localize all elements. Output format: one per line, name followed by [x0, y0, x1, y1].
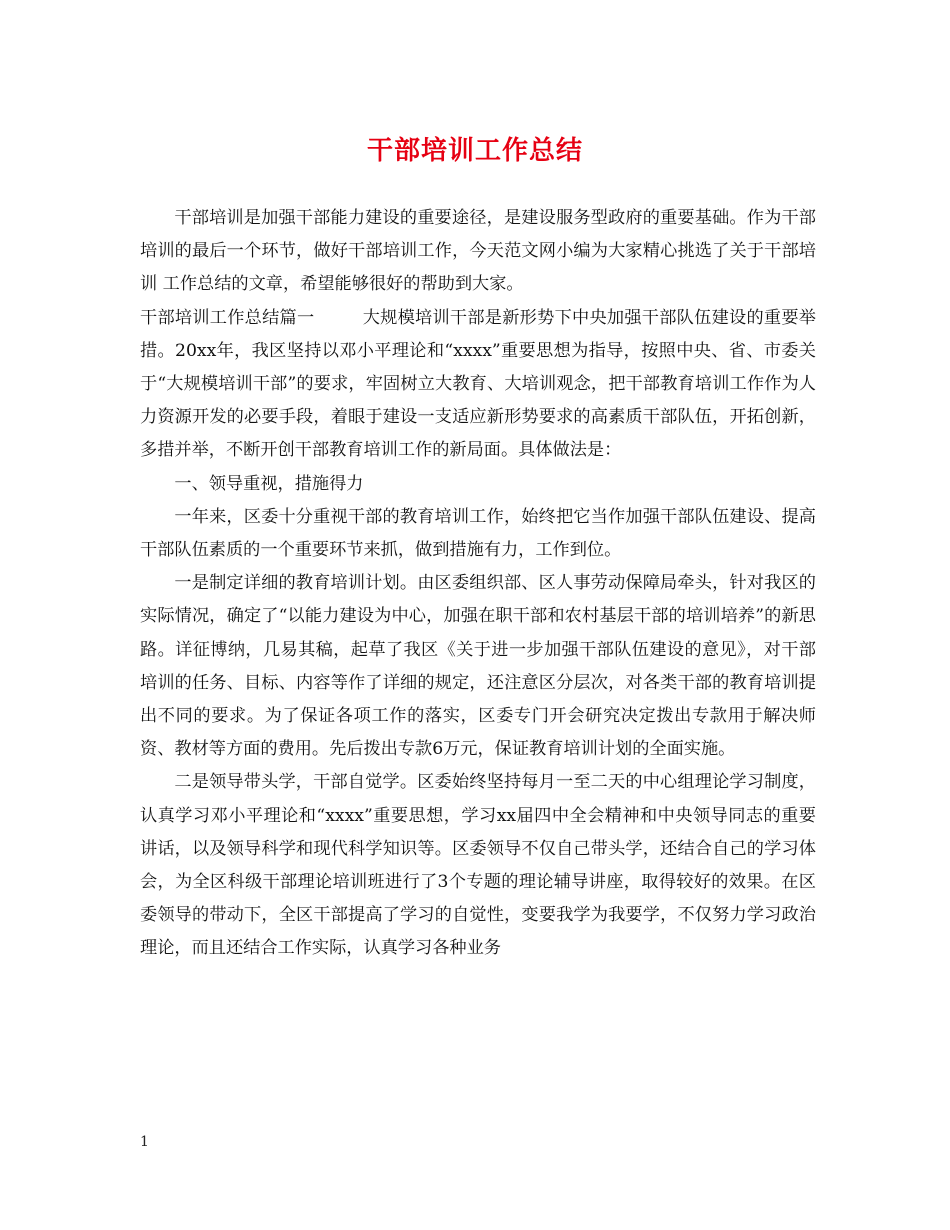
document-body	[140, 202, 816, 966]
section-heading: 干部培训工作总结篇一	[140, 307, 315, 328]
section-intro-text: 大规模培训干部是新形势下中央加强干部队伍建设的重要举措。20xx年，我区坚持以邓小平理论和“xxxx”重要思想为指导，按照中央、省、市委关于“大规模培训干部”的要求，牢固树立大教育、大培训观念，把干部教育培训工作作为人力资源开发的必要手段，着眼于建设一支适应新形势要求的高素质干部队伍，开拓创新，多措并举，不断开创干部教育培训工作的新局面。具体做法是：	[140, 307, 816, 461]
intro-paragraph: 干部培训是加强干部能力建设的重要途径，是建设服务型政府的重要基础。作为干部培训的最后一个环节，做好干部培训工作，今天范文网小编为大家精心挑选了关于干部培训 工作总结的文章，希望能够很好的帮助到大家。	[140, 208, 816, 295]
document-title: 干部培训工作总结	[366, 136, 583, 166]
page-number: 1	[140, 1134, 149, 1150]
body-paragraph: 二是领导带头学，干部自觉学。区委始终坚持每月一至二天的中心组理论学习制度，认真学习邓小平理论和“xxxx”重要思想，学习xx届四中全会精神和中央领导同志的重要讲话，以及领导科学和现代科学知识等。区委领导不仅自己带头学，还结合自己的学习体会，为全区科级干部理论培训班进行了3个专题的理论辅导讲座，取得较好的效果。在区委领导的带动下，全区干部提高了学习的自觉性，变要我学为我要学，不仅努力学习政治理论，而且还结合工作实际，认真学习各种业务	[140, 772, 816, 959]
section-paragraph	[140, 302, 816, 468]
body-paragraph: 一年来，区委十分重视干部的教育培训工作，始终把它当作加强干部队伍建设、提高干部队伍素质的一个重要环节来抓，做到措施有力，工作到位。	[140, 506, 816, 561]
body-paragraph: 一是制定详细的教育培训计划。由区委组织部、区人事劳动保障局牵头，针对我区的实际情况，确定了“以能力建设为中心，加强在职干部和农村基层干部的培训培养”的新思路。详征博纳，几易其稿，起草了我区《关于进一步加强干部队伍建设的意见》，对干部培训的任务、目标、内容等作了详细的规定，还注意区分层次，对各类干部的教育培训提出不同的要求。为了保证各项工作的落实，区委专门开会研究决定拨出专款用于解决师资、教材等方面的费用。先后拨出专款6万元，保证教育培训计划的全面实施。	[140, 573, 816, 760]
subheading-leadership: 一、领导重视，措施得力	[174, 473, 364, 494]
